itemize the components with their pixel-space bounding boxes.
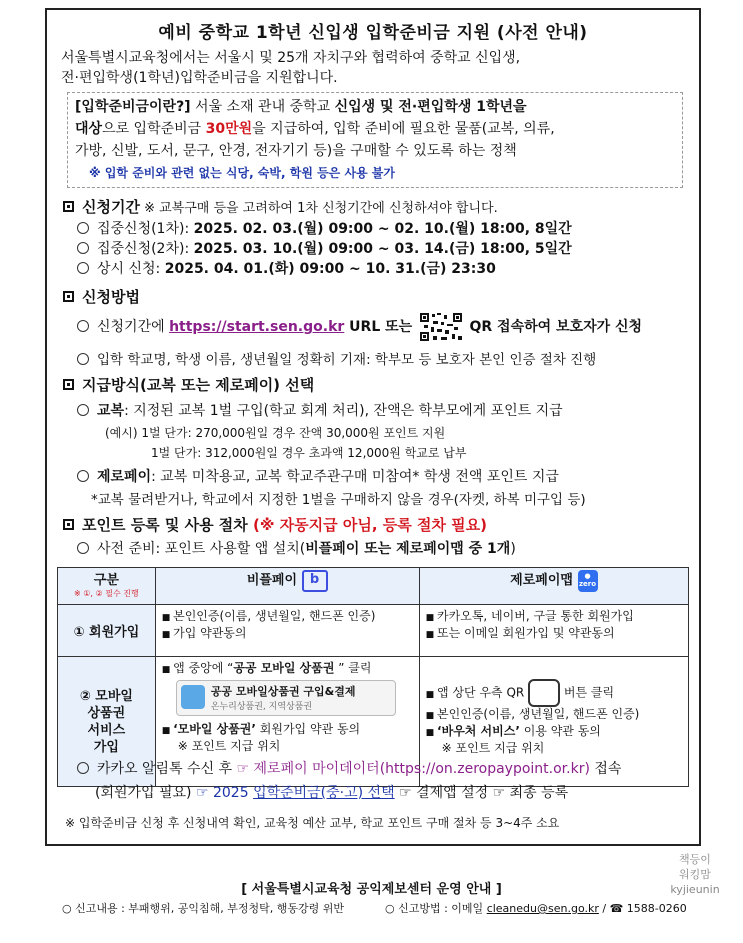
period-item-2: 집중신청(2차): 2025. 03. 10.(월) 09:00 ~ 03. 14.(금) 18:00, 5일간 xyxy=(77,238,572,258)
method-line-2: 입학 학교명, 학생 이름, 생년월일 정확히 기재: 학부모 등 보호자 본인 인증 절차 진행 xyxy=(77,348,596,368)
bizplay-signup-cell: ■ 본인인증(이름, 생년월일, 핸드폰 인증) ■ 가입 약관동의 xyxy=(155,605,419,657)
table-header-bizplay: 비플페이 b xyxy=(155,568,419,605)
circle-bullet-icon xyxy=(77,762,89,774)
footer-method: ○ 신고방법 : 이메일 cleanedu@sen.go.kr / ☎ 1588-0260 xyxy=(385,902,687,915)
circle-bullet-icon xyxy=(77,470,89,482)
payment-uniform: 교복: 지정된 교복 1벌 구입(학교 회계 처리), 잔액은 학부모에게 포인트 지급 xyxy=(77,400,563,420)
square-bullet-icon xyxy=(63,201,74,212)
bizplay-logo-icon: b xyxy=(302,570,328,592)
method-line-1: 신청기간에 https://start.sen.go.kr URL 또는 QR 접속하여 보호자가 신청 xyxy=(77,312,642,342)
zeropay-voucher-cell: ■ 앱 상단 우측 QR 버튼 클릭 ■ 본인인증(이름, 생년월일, 핸드폰 인증) ■ ‘바우처 서비스’ 이용 약관 동의 ※ 포인트 지급 위치 xyxy=(419,657,688,787)
row-head-mobile-voucher: ② 모바일 상품권 서비스 가입 xyxy=(58,657,156,787)
payment-zeropay: 제로페이: 교복 미착용교, 교복 학교주관구매 미참여* 학생 전액 포인트 지급 xyxy=(77,466,559,486)
table-header-category: 구분 ※ ①, ② 필수 진행 xyxy=(58,568,156,605)
circle-bullet-icon xyxy=(77,320,89,332)
payment-example-1: (예시) 1벌 단가: 270,000원일 경우 잔액 30,000원 포인트 지원 xyxy=(105,426,446,440)
payment-footnote: *교복 물려받거나, 학교에서 지정한 1벌을 구매하지 않을 경우(자켓, 하복 미구입 등) xyxy=(91,492,586,508)
footer-report: ○ 신고내용 : 부패행위, 공익침해, 부정청탁, 행동강령 위반 xyxy=(62,902,345,915)
watermark: 책등이 워킹맘 kyjieunin xyxy=(670,853,720,896)
definition-line-2: 대상으로 입학준비금 30만원을 지급하여, 입학 준비에 필요한 물품(교복, 의류, xyxy=(75,121,555,137)
square-bullet-icon xyxy=(63,291,74,302)
zeropay-logo-icon: ● zero xyxy=(578,570,598,592)
bizplay-voucher-cell: ■ 앱 중앙에 “공공 모바일 상품권 ” 클릭 공공 모바일상품권 구입&결제 온누리상품권, 지역상품권 ■ ‘모바일 상품권’ 회원가입 약관 동의 ※ 포인트 지급 위치 xyxy=(155,657,419,787)
points-prep: 사전 준비: 포인트 사용할 앱 설치(비플페이 또는 제로페이맵 중 1개) xyxy=(77,538,516,558)
table-header-zeropaymap: 제로페이맵 ● zero xyxy=(419,568,688,605)
circle-bullet-icon xyxy=(77,542,89,554)
after-note: ※ 입학준비금 신청 후 신청내역 확인, 교육청 예산 교부, 학교 포인트 구매 절차 등 3~4주 소요 xyxy=(65,816,560,830)
after-line-1: 카카오 알림톡 수신 후 ☞ 제로페이 마이데이터(https://on.zeropaypoint.or.kr) 접속 xyxy=(77,758,621,778)
period-heading: 신청기간 ※ 교복구매 등을 고려하여 1차 신청기간에 신청하셔야 합니다. xyxy=(63,196,498,217)
qr-scan-button-icon xyxy=(528,679,560,707)
period-item-1: 집중신청(1차): 2025. 02. 03.(월) 09:00 ~ 02. 10.(월) 18:00, 8일간 xyxy=(77,218,572,238)
circle-bullet-icon xyxy=(77,262,89,274)
circle-bullet-icon xyxy=(77,404,89,416)
voucher-card-icon xyxy=(181,685,205,709)
points-heading: 포인트 등록 및 사용 절차 (※ 자동지급 아님, 등록 절차 필요) xyxy=(63,514,487,535)
circle-bullet-icon xyxy=(77,353,89,365)
intro-text: 서울특별시교육청에서는 서울시 및 25개 자치구와 협력하여 중학교 신입생, 전·편입학생(1학년)입학준비금을 지원합니다. xyxy=(61,50,521,86)
definition-line-3: 가방, 신발, 도서, 문구, 안경, 전자기기 등)을 구매할 수 있도록 하는 정책 xyxy=(75,143,517,159)
registration-table xyxy=(57,567,689,787)
after-line-2: (회원가입 필요) ☞ 2025 입학준비금(중·고) 선택 ☞ 결제앱 설정 ☞ 최종 등록 xyxy=(95,785,569,801)
start-url-link[interactable]: https://start.sen.go.kr xyxy=(169,319,345,335)
square-bullet-icon xyxy=(63,379,74,390)
zeropay-mydata-link[interactable]: (https://on.zeropaypoint.or.kr) xyxy=(379,761,590,777)
payment-example-2: 1벌 단가: 312,000원일 경우 초과액 12,000원 학교로 납부 xyxy=(151,446,467,460)
row-head-signup: ① 회원가입 xyxy=(58,605,156,657)
square-bullet-icon xyxy=(63,519,74,530)
method-heading: 신청방법 xyxy=(63,286,140,307)
circle-bullet-icon xyxy=(77,242,89,254)
table-row xyxy=(58,605,689,657)
circle-bullet-icon xyxy=(77,222,89,234)
notice-frame xyxy=(45,8,701,846)
definition-line-1: [입학준비금이란?] 서울 소재 관내 중학교 신입생 및 전·편입학생 1학년을 xyxy=(75,99,527,115)
qr-code-icon[interactable] xyxy=(419,312,463,342)
definition-note: ※ 입학 준비와 관련 없는 식당, 숙박, 학원 등은 사용 불가 xyxy=(89,166,395,180)
public-voucher-banner[interactable]: 공공 모바일상품권 구입&결제 온누리상품권, 지역상품권 xyxy=(176,680,396,716)
footer-heading: [ 서울특별시교육청 공익제보센터 운영 안내 ] xyxy=(241,882,502,897)
zeropay-signup-cell: ■ 카카오톡, 네이버, 구글 통한 회원가입 ■ 또는 이메일 회원가입 및 약관동의 xyxy=(419,605,688,657)
payment-heading: 지급방식(교복 또는 제로페이) 선택 xyxy=(63,374,314,395)
page-title: 예비 중학교 1학년 신입생 입학준비금 지원 (사전 안내) xyxy=(158,23,588,43)
report-email-link[interactable]: cleanedu@sen.go.kr xyxy=(486,902,599,915)
period-item-3: 상시 신청: 2025. 04. 01.(화) 09:00 ~ 10. 31.(금) 23:30 xyxy=(77,258,496,278)
